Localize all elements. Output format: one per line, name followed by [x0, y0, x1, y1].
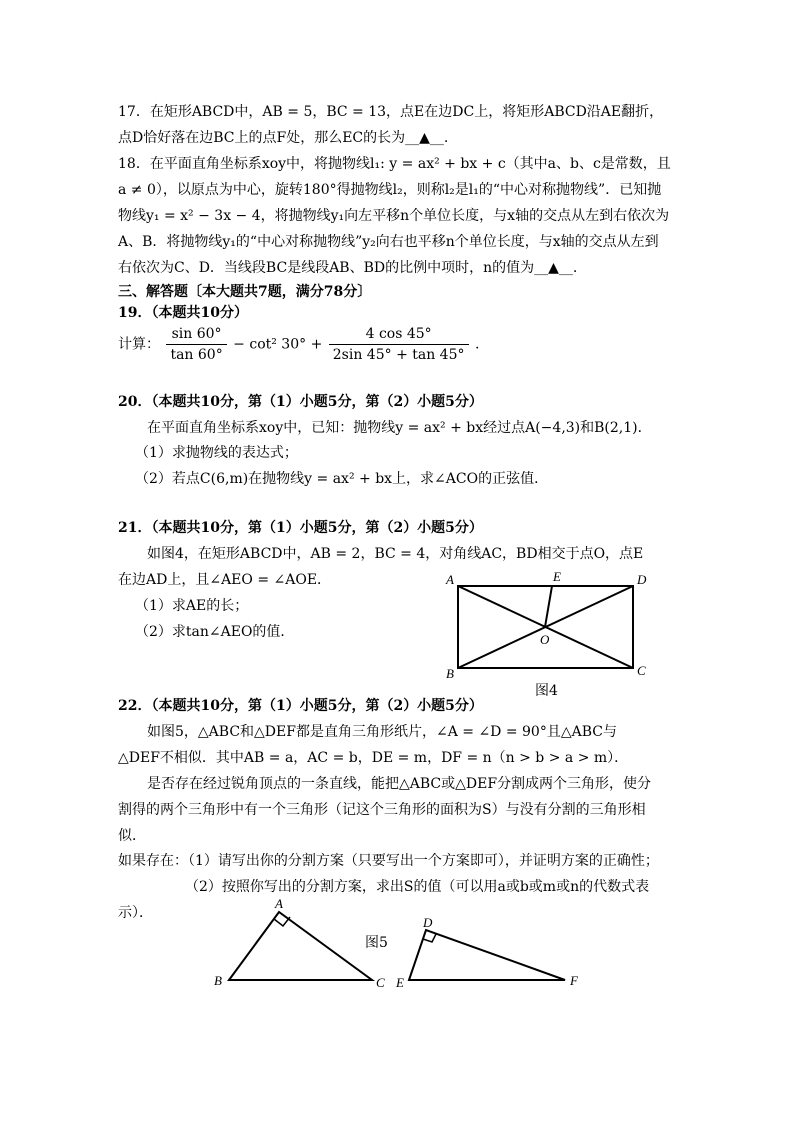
q18-line2: a ≠ 0），以原点为中心，旋转180°得抛物线l₂，则称l₂是l₁的“中心对称抛物线”．已知抛	[118, 182, 662, 198]
q20-header: 20．（本题共10分，第（1）小题5分，第（2）小题5分）	[118, 394, 483, 410]
figure5-label-c: C	[376, 975, 385, 990]
q22-header: 22．（本题共10分，第（1）小题5分，第（2）小题5分）	[118, 698, 483, 714]
q22-line7: （2）按照你写出的分割方案，求出S的值（可以用a或b或m或n的代数式表	[185, 879, 650, 895]
figure5-caption: 图5	[365, 935, 388, 951]
q22-line6: 如果存在：（1）请写出你的分割方案（只要写出一个方案即可），并证明方案的正确性；	[118, 853, 659, 869]
figure4-label-b: B	[446, 666, 454, 681]
figure4-label-d: D	[637, 572, 647, 587]
q20-intro: 在平面直角坐标系xoy中，已知：抛物线y = ax² + bx经过点A(−4,3)和B(2,1)．	[147, 420, 652, 436]
q18-line5: 右依次为C、D．当线段BC是线段AB、BD的比例中项时，n的值为__▲__.	[118, 260, 578, 276]
q17-line1: 17．在矩形ABCD中，AB = 5，BC = 13，点E在边DC上，将矩形ABCD沿AE翻折，	[118, 104, 664, 120]
q19-frac1-denominator: tan 60°	[170, 347, 223, 363]
q21-part1: （1）求AE的长；	[135, 598, 249, 614]
figure5-label-f: F	[570, 973, 578, 988]
q21-part2: （2）求tan∠AEO的值．	[135, 624, 295, 640]
q20-part2: （2）若点C(6,m)在抛物线y = ax² + bx上，求∠ACO的正弦值．	[135, 471, 549, 487]
q19-frac1-numerator: sin 60°	[166, 325, 226, 345]
q18-line3: 物线y₁ = x² − 3x − 4，将抛物线y₁向左平移n个单位长度，与x轴的交点从左到右依次为	[118, 208, 670, 224]
figure5-label-b: B	[214, 973, 222, 988]
figure5-label-d: D	[423, 915, 433, 930]
q19-header: 19．（本题共10分）	[118, 305, 248, 321]
figure4-caption: 图4	[535, 683, 558, 699]
q20-part1: （1）求抛物线的表达式；	[135, 445, 298, 461]
figure4-label-a: A	[446, 572, 454, 587]
figure4-label-e: E	[553, 569, 561, 584]
q21-line2: 在边AD上，且∠AEO = ∠AOE．	[118, 572, 332, 588]
section-heading: 三、解答题〔本大题共7题，满分78分〕	[118, 284, 372, 300]
q21-header: 21．（本题共10分，第（1）小题5分，第（2）小题5分）	[118, 520, 483, 536]
figure5-label-a: A	[275, 896, 283, 911]
figure5-triangle-abc	[229, 912, 372, 980]
q22-line4: 割得的两个三角形中有一个三角形（记这个三角形的面积为S）与没有分割的三角形相	[118, 802, 646, 818]
q22-line5: 似．	[118, 828, 146, 844]
q22-line8: 示）．	[118, 905, 153, 921]
q19-frac2-denominator: 2sin 45° + tan 45°	[332, 347, 465, 363]
q18-line4: A、B．将抛物线y₁的“中心对称抛物线”y₂向右也平移n个单位长度，与x轴的交点从左到	[118, 234, 659, 250]
figure5-label-e: E	[396, 975, 404, 990]
q22-line3: 是否存在经过锐角顶点的一条直线，能把△ABC或△DEF分割成两个三角形，使分	[147, 776, 652, 792]
figure4-label-c: C	[637, 663, 646, 678]
q19-frac2-numerator: 4 cos 45°	[329, 325, 469, 345]
q21-line1: 如图4，在矩形ABCD中，AB = 2，BC = 4，对角线AC，BD相交于点O，点E	[147, 546, 644, 562]
q18-line1: 18．在平面直角坐标系xoy中，将抛物线l₁: y = ax² + bx + c（其中a、b、c是常数，且	[118, 156, 671, 172]
figure4-label-o: O	[540, 632, 550, 647]
q17-line2: 点D恰好落在边BC上的点F处，那么EC的长为__▲__.	[118, 130, 449, 146]
q19-prefix: 计算：	[118, 336, 160, 353]
q19-middle: − cot² 30° +	[233, 336, 323, 353]
q19-end: .	[474, 336, 480, 353]
figure5-triangle-def	[409, 930, 565, 980]
q22-line1: 如图5，△ABC和△DEF都是直角三角形纸片，∠A = ∠D = 90°且△ABC与	[147, 724, 617, 740]
q22-line2: △DEF不相似．其中AB = a，AC = b，DE = m，DF = n（n > b > a > m）．	[118, 750, 629, 766]
